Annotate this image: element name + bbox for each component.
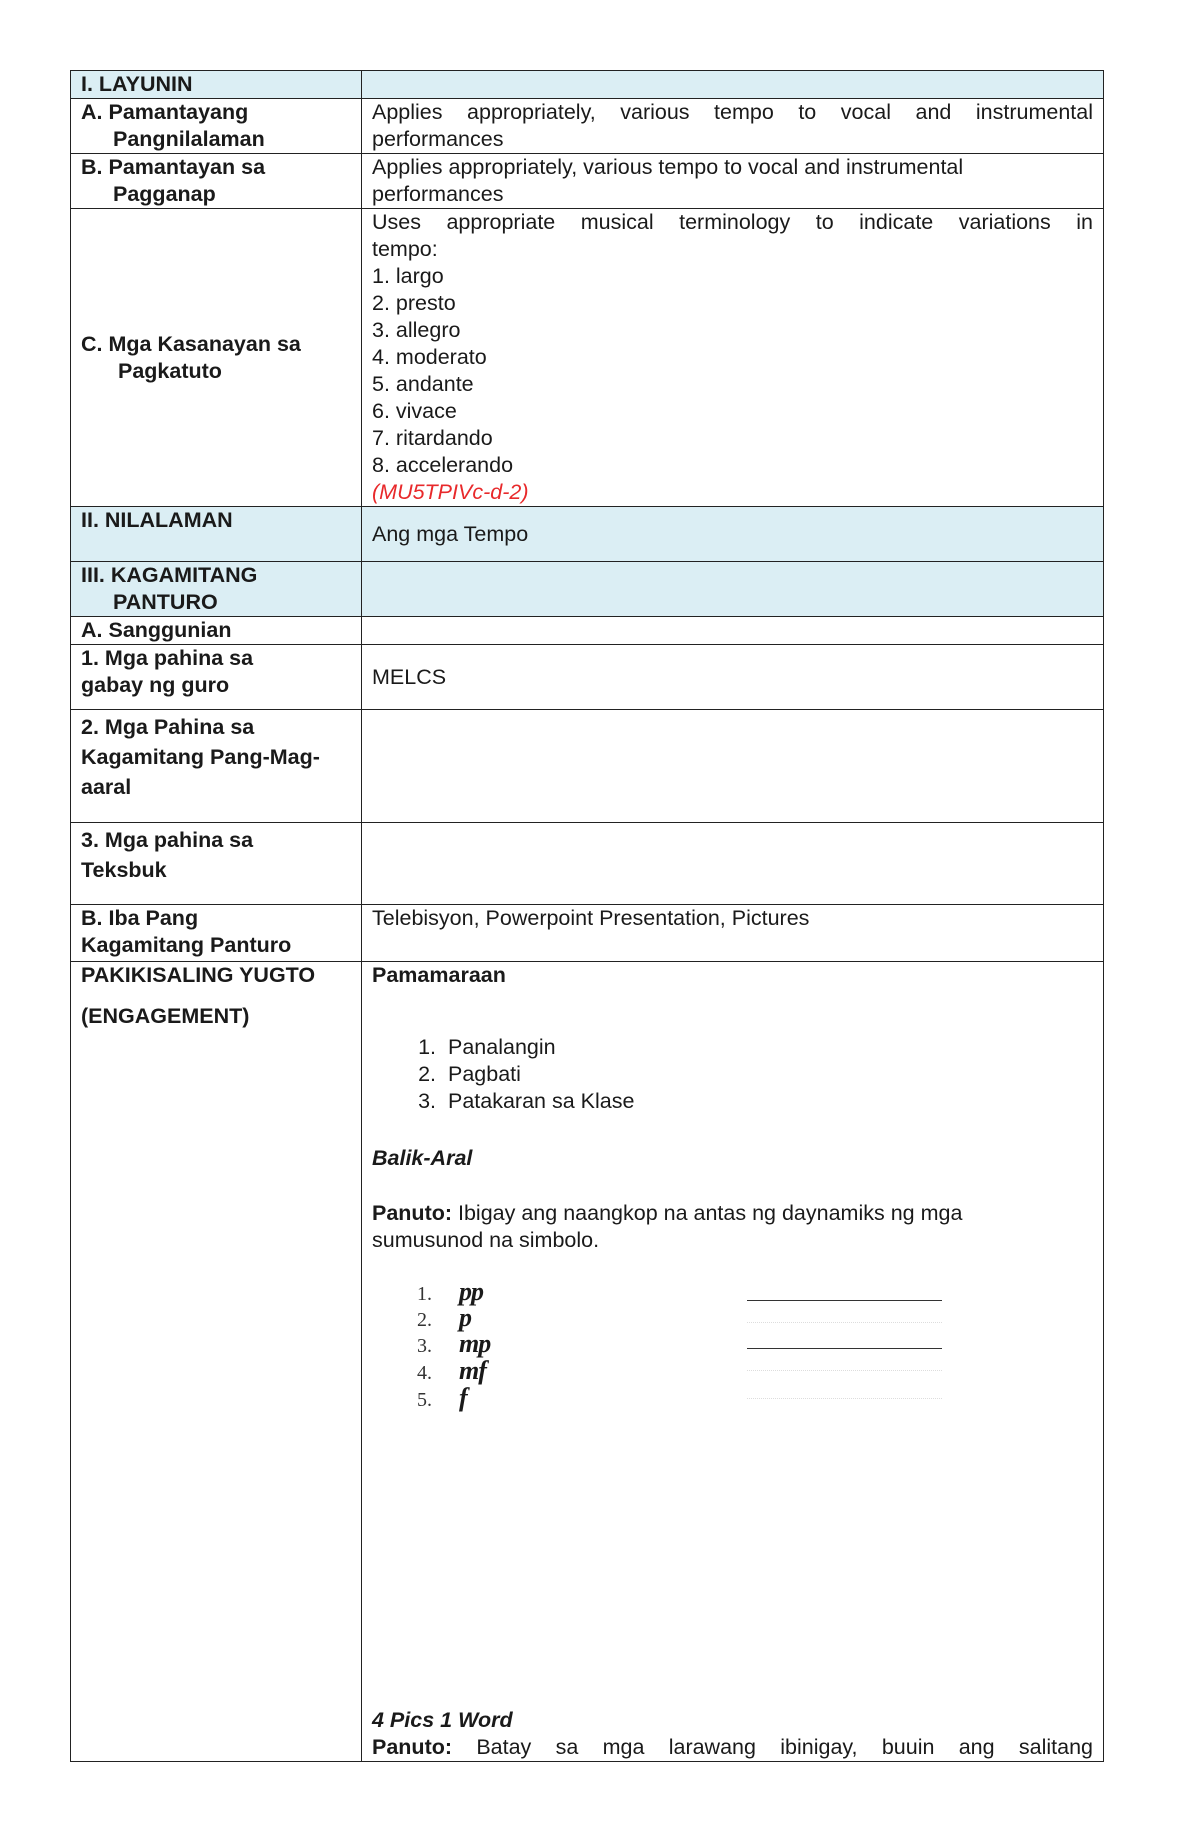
kasanayan-label-line2: Pagkatuto xyxy=(118,358,222,383)
sanggunian-label xyxy=(71,617,362,645)
dynamics-symbol: pp xyxy=(459,1277,483,1306)
row-gabay-ng-guro xyxy=(71,645,1104,710)
dynamics-symbol: mf xyxy=(459,1356,486,1385)
teksbuk-label xyxy=(71,823,362,905)
iba-pang-kagamitan-label xyxy=(71,905,362,962)
tempo-item: 4. moderato xyxy=(372,345,487,369)
symbol-number: 5. xyxy=(417,1389,432,1411)
kasanayan-value xyxy=(362,209,1104,507)
panuto-text-line2: sumusunod na simbolo. xyxy=(372,1228,600,1252)
pang-mag-aaral-label-line1: 2. Mga Pahina sa xyxy=(81,715,255,739)
row-kagamitang-pang-mag-aaral xyxy=(71,710,1104,823)
pagganap-value-line2: performances xyxy=(372,182,504,206)
pakikisaling-yugto-label xyxy=(71,962,362,1762)
iba-pang-label-line2: Kagamitang Panturo xyxy=(81,933,292,957)
gabay-value-text: MELCS xyxy=(372,664,447,689)
pakikisaling-yugto-value xyxy=(362,962,1104,1762)
competency-code: (MU5TPIVc-d-2) xyxy=(372,480,529,504)
layunin-label-text: I. LAYUNIN xyxy=(81,72,193,96)
four-pics-heading: 4 Pics 1 Word xyxy=(372,1708,513,1732)
gabay-label-line2: gabay ng guro xyxy=(81,673,230,697)
dynamics-symbol: mp xyxy=(459,1329,491,1358)
pangnilalaman-label-line1: A. Pamantayang xyxy=(81,100,249,124)
symbol-number: 1. xyxy=(417,1283,432,1305)
pamamaraan-steps xyxy=(372,1034,1093,1115)
row-kagamitang-panturo xyxy=(71,562,1104,617)
step-item: 3. Patakaran sa Klase xyxy=(442,1088,1093,1115)
answer-blank xyxy=(747,1326,942,1349)
kasanayan-label-line1: C. Mga Kasanayan sa xyxy=(81,331,301,356)
tempo-list xyxy=(372,263,1093,479)
nilalaman-value xyxy=(362,507,1104,562)
pagganap-label-line1: B. Pamantayan sa xyxy=(81,155,266,179)
four-pics-section xyxy=(372,1707,1093,1761)
lesson-plan-table xyxy=(70,70,1104,1762)
tempo-item: 6. vivace xyxy=(372,399,457,423)
iba-pang-value-text: Telebisyon, Powerpoint Presentation, Pictures xyxy=(372,906,810,930)
yugto-label-line1: PAKIKISALING YUGTO xyxy=(81,963,316,987)
layunin-value xyxy=(362,71,1104,99)
row-pamantayan-sa-pagganap xyxy=(71,154,1104,209)
teksbuk-label-line2: Teksbuk xyxy=(81,858,167,882)
row-iba-pang-kagamitan xyxy=(71,905,1104,962)
pang-mag-aaral-label-line2: Kagamitang Pang-Mag- xyxy=(81,745,320,769)
iba-pang-kagamitan-value xyxy=(362,905,1104,962)
row-pamantayang-pangnilalaman xyxy=(71,99,1104,154)
gabay-ng-guro-value xyxy=(362,645,1104,710)
answer-blank xyxy=(747,1384,942,1399)
tempo-item: 1. largo xyxy=(372,264,444,288)
step-item: 2. Pagbati xyxy=(442,1061,1093,1088)
answer-blank xyxy=(747,1356,942,1371)
kagamitang-pang-mag-aaral-value xyxy=(362,710,1104,823)
symbol-row xyxy=(417,1384,467,1411)
pamantayang-pangnilalaman-label xyxy=(71,99,362,154)
kagamitang-label-line1: III. KAGAMITANG xyxy=(81,563,258,587)
teksbuk-label-line1: 3. Mga pahina sa xyxy=(81,828,254,852)
kasanayan-intro-line2: tempo: xyxy=(372,237,438,261)
symbol-row xyxy=(417,1357,486,1384)
panuto-text-line1: Ibigay ang naangkop na antas ng daynamiks ng mga xyxy=(452,1201,963,1225)
pagganap-value-line1: Applies appropriately, various tempo to vocal and instrumental xyxy=(372,155,964,179)
row-pakikisaling-yugto xyxy=(71,962,1104,1762)
pangnilalaman-label-line2: Pangnilalaman xyxy=(113,127,265,151)
panuto2-label: Panuto: xyxy=(372,1735,453,1759)
tempo-item: 2. presto xyxy=(372,291,456,315)
sanggunian-label-text: A. Sanggunian xyxy=(81,618,232,642)
pagganap-label-line2: Pagganap xyxy=(113,182,216,206)
symbol-row xyxy=(417,1330,490,1357)
tempo-item: 8. accelerando xyxy=(372,453,514,477)
dynamics-symbol: f xyxy=(459,1383,467,1412)
dynamics-symbol: p xyxy=(459,1303,471,1332)
panuto2-paragraph xyxy=(372,1734,1093,1761)
dynamics-symbol-list xyxy=(372,1278,1093,1428)
row-nilalaman xyxy=(71,507,1104,562)
pang-mag-aaral-label-line3: aaral xyxy=(81,775,132,799)
nilalaman-value-text: Ang mga Tempo xyxy=(372,521,529,546)
kagamitang-label-line2: PANTURO xyxy=(113,590,218,614)
pamamaraan-heading: Pamamaraan xyxy=(372,963,506,987)
pangnilalaman-value-line1: Applies appropriately, various tempo to vocal and instrumental xyxy=(372,100,1093,124)
kagamitang-panturo-value xyxy=(362,562,1104,617)
answer-blank xyxy=(747,1308,942,1323)
nilalaman-label xyxy=(71,507,362,562)
sanggunian-value xyxy=(362,617,1104,645)
row-layunin xyxy=(71,71,1104,99)
row-kasanayan xyxy=(71,209,1104,507)
row-sanggunian xyxy=(71,617,1104,645)
symbol-number: 4. xyxy=(417,1362,432,1384)
teksbuk-value xyxy=(362,823,1104,905)
nilalaman-label-text: II. NILALAMAN xyxy=(81,508,233,532)
symbol-row xyxy=(417,1304,471,1331)
pangnilalaman-value-line2: performances xyxy=(372,127,504,151)
kagamitang-panturo-label xyxy=(71,562,362,617)
panuto-paragraph xyxy=(372,1200,1093,1254)
step-item: 1. Panalangin xyxy=(442,1034,1093,1061)
pamantayan-sa-pagganap-value xyxy=(362,154,1104,209)
gabay-ng-guro-label xyxy=(71,645,362,710)
pamantayang-pangnilalaman-value xyxy=(362,99,1104,154)
pamantayan-sa-pagganap-label xyxy=(71,154,362,209)
balik-aral-heading: Balik-Aral xyxy=(372,1146,473,1170)
answer-blank xyxy=(747,1278,942,1301)
panuto2-text: Batay sa mga larawang ibinigay, buuin ang salitang xyxy=(476,1735,1093,1759)
row-teksbuk xyxy=(71,823,1104,905)
kagamitang-pang-mag-aaral-label xyxy=(71,710,362,823)
gabay-label-line1: 1. Mga pahina sa xyxy=(81,646,254,670)
symbol-row xyxy=(417,1278,483,1305)
layunin-label xyxy=(71,71,362,99)
tempo-item: 5. andante xyxy=(372,372,474,396)
kasanayan-intro-line1: Uses appropriate musical terminology to indicate variations in xyxy=(372,210,1093,234)
tempo-item: 7. ritardando xyxy=(372,426,493,450)
kasanayan-label xyxy=(71,209,362,507)
tempo-item: 3. allegro xyxy=(372,318,461,342)
yugto-label-line2: (ENGAGEMENT) xyxy=(81,1004,250,1028)
panuto-label: Panuto: xyxy=(372,1201,453,1225)
iba-pang-label-line1: B. Iba Pang xyxy=(81,906,199,930)
symbol-number: 3. xyxy=(417,1335,432,1357)
symbol-number: 2. xyxy=(417,1309,432,1331)
